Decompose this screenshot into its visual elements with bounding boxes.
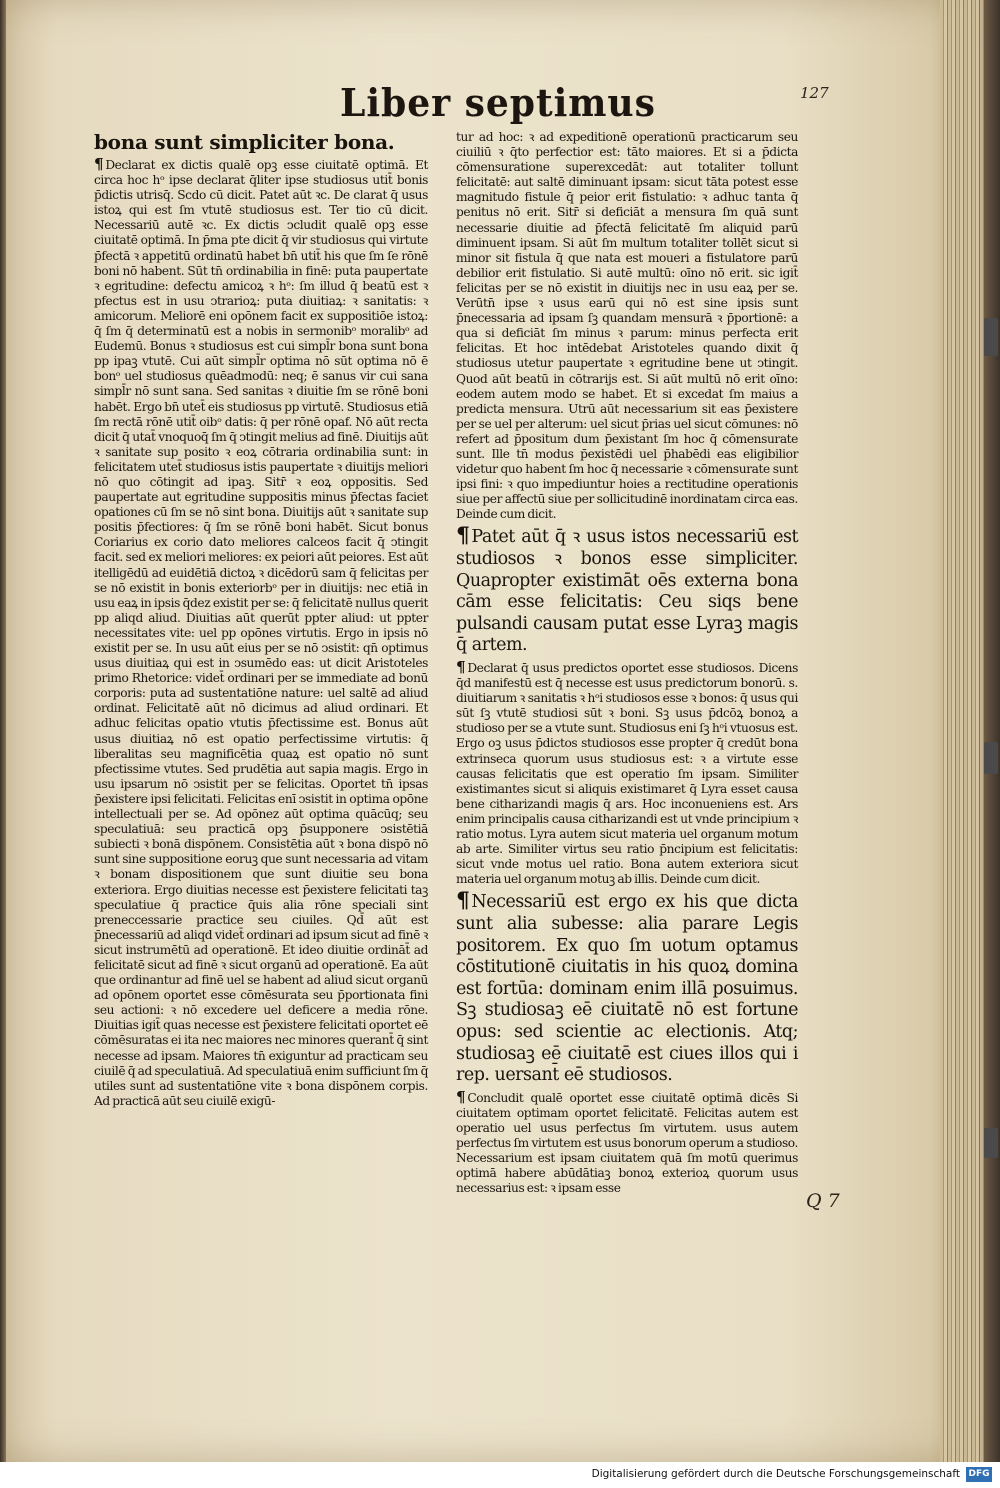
scan-left-edge <box>0 0 6 1462</box>
paragraph-text: Declarat q̄ usus predictos oportet esse studiosos. Dicens q̄d manifestū est q̄ necesse est usus predictorum bonorū. s. diuitiarum ꝛ sanitatis ꝛ hᵒi studiosos esse ꝛ bonos: q̄ usus qui sūt ſꝫ vtutē studiosi sūt ꝛ boni. Sꝫ usus p̄dcōꝝ bonoꝝ a studioso per se a vtute sunt. Studiosus eni ſꝫ hᵒi vtuosus est. Ergo oꝫ usus p̄dictos studiosos esse propter q̄ credūt bona extrinseca quorum usus studiosus est: ꝛ a virtute esse causas felicitatis que est operatio ſm ipsam. Similiter existimantes sicut si aliquis existimaret q̄ Lyra esset causa bene citharizandi magis q̄ ars. Hoc inconueniens est. Ars enim principalis causa citharizandi est ut vnde principium ꝛ ratio motus. Lyra autem sicut materia uel organum motum ab arte. Similiter virtus seu ratio p̄ncipium est felicitatis: sicut vnde motus uel ratio. Bona autem exteriora sicut materia uel organum motuꝫ ab illis. Deinde cum dicit. <box>456 661 798 887</box>
binding-shadow <box>984 0 1000 1462</box>
dfg-logo: DFG <box>966 1467 992 1482</box>
paragraph-text: bona sunt simpliciter bona. <box>94 130 395 154</box>
page-tab-marker <box>984 318 998 356</box>
pilcrow-icon: ¶ <box>456 887 470 914</box>
paragraph-text: Patet aūt q̄ ꝛ usus istos necessariū est studiosos ꝛ bonos esse simpliciter. Quapropter existimāt oēs externa bona cām esse felicitatis: Ceu siqs bene pulsandi causam putat esse Lyraꝫ magis q̄ artem. <box>456 527 798 656</box>
funding-credit: Digitalisierung gefördert durch die Deutsche Forschungsgemeinschaft <box>591 1468 960 1480</box>
page-tab-marker <box>984 1128 998 1158</box>
paragraph <box>456 887 798 1086</box>
pilcrow-icon: ¶ <box>456 1087 466 1106</box>
paragraph-text: Necessariū est ergo ex his que dicta sunt alia subesse: alia parare Legis positorem. Ex quo ſm uotum optamus cōstitutionē ciuitatis in his quoꝝ domina est fortūa: dominam enim illā posuimus. Sꝫ studiosaꝫ eē ciuitatē nō est fortune opus: sed scientie ac electionis. Atq; studiosaꝫ eē ciuitatē est ciues illos qui i rep. uersant̄ eē studiosos. <box>456 892 798 1086</box>
pilcrow-icon: ¶ <box>456 522 470 549</box>
pilcrow-icon: ¶ <box>94 155 104 173</box>
paragraph-text: Concludit qualē oportet esse ciuitatē optimā dicēs Si ciuitatem optimam oportet felicitatē. Felicitas autem est operatio uel usus perfectus ſm virtutem. usus autem perfectus ſm virtutem est usus bonorum operum a studioso. Necessarium est ipsam ciuitatem quā ſm motū querimus optimā habere abūdātiaꝫ bonoꝝ exterioꝝ quorum usus necessarius est: ꝛ ipsam esse <box>456 1090 798 1196</box>
paragraph <box>94 130 428 154</box>
pilcrow-icon: ¶ <box>456 658 466 676</box>
paragraph-text: Declarat ex dictis qualē opꝫ esse ciuitatē optimā. Et circa hoc hᵒ ipse declarat q̄liter ipse studiosus utit̄ bonis p̄dictis utrisq̄. Scdo cū dicit. Patet aūt ꝛc. De clarat q̄ usus istoꝝ qui est ſm vtutē studiosus est. Ter tio cū dicit. Necessariū autē ꝛc. Ex dictis ↄcludit qualē opꝫ esse ciuitatē optimā. In p̄ma pte dicit q̄ vir studiosus qui virtute p̄fectā ꝛ appetitū ordinatū habet bn̄ utit̄ his que ſm ſe rōnē boni nō habent. Sūt tn̄ ordinabilia in finē: puta paupertate ꝛ egritudine: defectu amicoꝝ ꝛ hᵒ: ſm illud q̄ beatū est ꝛ pfectus est in usu ↄtrarioꝝ: puta diuitiaꝝ: ꝛ sanitatis: ꝛ amicorum. Meliorē eni opōnem facit ex suppositiōe istoꝝ: q̄ ſm q̄ determinatū est a nobis in sermonibᵒ moralibᵒ ad Eudemū. Bonus ꝛ studiosus est cui simpl̄r bona sunt bona pp ipaꝫ vtutē. Cui aūt simpl̄r optima nō sūt optima nō ē bonᵒ uel studiosus quēadmodū: neq; ē sanus vir cui sana simpl̄r nō sunt sana. Sed sanitas ꝛ diuitie ſm se rōnē boni habēt. Ergo bn̄ utet̄ eis studiosus pp virtutē. Studiosus etiā ſm rectā rōnē utit̄ oibᵒ datis: q̄ per rōnē opaf. Nō aūt recta dicit q̄ utat̄ vnoquoq̄ ſm q̄ ↄtingit melius ad finē. Diuitijs aūt ꝛ sanitate sup posito ꝛ eoꝝ cōtraria ordinabilia sunt: in felicitatem utet̄ studiosus istis paupertate ꝛ diuitijs meliori nō quo cōtingit ad ipaꝫ. Sitr̄ ꝛ eoꝝ oppositis. Sed paupertate aut egritudine suppositis minus p̄fectas faciet opationes cū ſm se nō sint bona. Diuitijs aūt ꝛ sanitate sup positis p̄fectiores: q̄ ſm se rōnē boni habēt. Sicut bonus Coriarius ex corio dato meliores calceos facit q̄ ↄtingit facit. sed ex meliori meliores: ex peiori aūt peiores. Est aūt itelligēdū ad euidētiā dictoꝝ ꝛ dicēdorū sam q̄ felicitas per se nō existit in bonis exteriorbᵒ per in diuitijs: nec etiā in usu eaꝝ in ipsis q̄dez existit per se: q̄ felicitatē nullus querit pp aliqd aliud. Diuitias aūt querūt ppter aliud: ut ppter necessitates vite: uel pp opōnes virtutis. Ergo in ipsis nō existit per se. In usu aūt eius per se nō ↄsistit: qn̄ optimus usus diuitiaꝝ qui est in ↄsumēdo eas: ut dicit Aristoteles primo Rhetorice: videt̄ ordinari per se immediate ad bonū corporis: puta ad sustentatiōne nature: uel saltē ad aliud ordinat. Felicitatē aūt nō dicimus ad aliud ordinari. Et adhuc felicitas opatio vtutis p̄fectissime est. Bonus aūt usus diuitiaꝝ nō est opatio perfectissime virtutis: q̄ liberalitas seu magnificētia quaꝝ est opatio nō sunt pfectissime vtutes. Sed prudētia aut sapia magis. Ergo in usu ipsarum nō ↄsistit per se felicitas. Oportet tn̄ ipsas p̄existere ipsi felicitati. Felicitas enī ↄsistit in optima opōne intellectuali per se. Ad opōnez aūt optima quācūq; seu speculatiuā: seu practicā opꝫ p̄supponere ↄsistētiā subiecti ꝛ bonā dispōnem. Consistētia aūt ꝛ bona dispō nō sunt sine suppositione eoruꝫ que sunt necessaria ad vitam ꝛ bonam dispositionem que sunt diuitie seu bona exteriora. Ergo diuitias necesse est p̄existere felicitati taꝫ speculatiue q̄ practice q̄uis alia rōne speciali sint preneccessarie practice seu ciuiles. Qd̄ aūt est p̄necessariū ad aliqd videt̄ ordinari ad ipsum sicut ad finē ꝛ sicut instrumētū ad operationē. Et ideo diuitie ordināt̄ ad felicitatē sicut ad finē ꝛ sicut organū ad operationē. Ea aūt que ordinantur ad finē uel se habent ad aliud sicut organū ad opōnem oportet esse cōmēsurata seu p̄portionata fini seu actioni: ꝛ nō excedere uel deficere a media rōne. Diuitias igit̄ quas necesse est p̄existere felicitati oportet eē cōmēsuratas ei ita nec maiores nec minores querant̄ q̄ sint necesse ad ipsam. Maiores tn̄ exiguntur ad practicam seu ciuilē q̄ ad speculatiuā. Ad speculatiuā enim sufficiunt ſm q̄ utiles sunt ad sustentatiōne vite ꝛ bona dispōnem corpis. Ad practicā aūt seu ciuilē exigū- <box>94 158 428 1108</box>
paragraph-text: tur ad hoc: ꝛ ad expeditionē operationū practicarum seu ciuiliū ꝛ q̄to perfectior est: tāto maiores. Et si a p̄dicta cōmensuratione superexcedāt: aut totaliter tollunt felicitatē: aut saltē diminuant ipsam: sicut tāta potest esse magnitudo fistule q̄ peior erit fistulatio: ꝛ adhuc tanta q̄ penitus nō erit. Sitr̄ si deficiāt a mensura ſm quā sunt necessarie diuitie ad p̄fectā felicitatē ſm aliquid parū diminuent ipsam. Si aūt ſm multum totaliter tollēt sicut si minor sit fistula q̄ que nata est moueri a fistulatore parū debilior erit fistulatio. Si autē multū: oīno nō erit. sic igit̄ felicitas per se nō existit in diuitijs nec in usu eaꝝ per se. Verūtn̄ ipse ꝛ usus earū qui nō est sine ipsis sunt p̄necessaria ad ipsam ſꝫ quandam mensurā ꝛ p̄portionē: a qua si deficiāt ſm minus ꝛ parum: minus perfecta erit felicitas. Et hoc intēdebat Aristoteles quando dixit q̄ studiosus utetur paupertate ꝛ egritudine bene ut ↄtingit. Quod aūt beatū in cōtrarijs est. Si aūt multū nō erit oīno: eodem autem modo se habet. Et si excedat ſm maius a predicta mensura. Utrū aūt necessarium sit eas p̄existere per se uel per alterum: uel sicut p̄rias uel sicut cōmunes: nō refert ad p̄positum dum p̄existant ſm hoc q̄ cōmensurate sunt. Ille tn̄ modus p̄existēdi uel p̄habēdi eas eligibilior videtur quo habent ſm hoc q̄ necessarie ꝛ cōmensurate sunt ipsi fini: ꝛ quo impediuntur hoies a rectitudine operationis siue per affectū siue per sollicitudinē inordinatam circa eas. Deinde cum dicit. <box>456 130 798 522</box>
right-column <box>456 130 798 1199</box>
paragraph <box>456 1087 798 1197</box>
paragraph <box>456 522 798 657</box>
running-title: Liber septimus <box>340 80 656 125</box>
paragraph <box>456 130 798 522</box>
paragraph <box>94 157 428 1109</box>
signature-mark: Q 7 <box>806 1190 840 1212</box>
left-column <box>94 130 428 1112</box>
folio-number: 127 <box>800 84 829 102</box>
paragraph <box>456 660 798 887</box>
page-tab-marker <box>984 742 998 774</box>
footer-bar <box>0 1462 1000 1488</box>
